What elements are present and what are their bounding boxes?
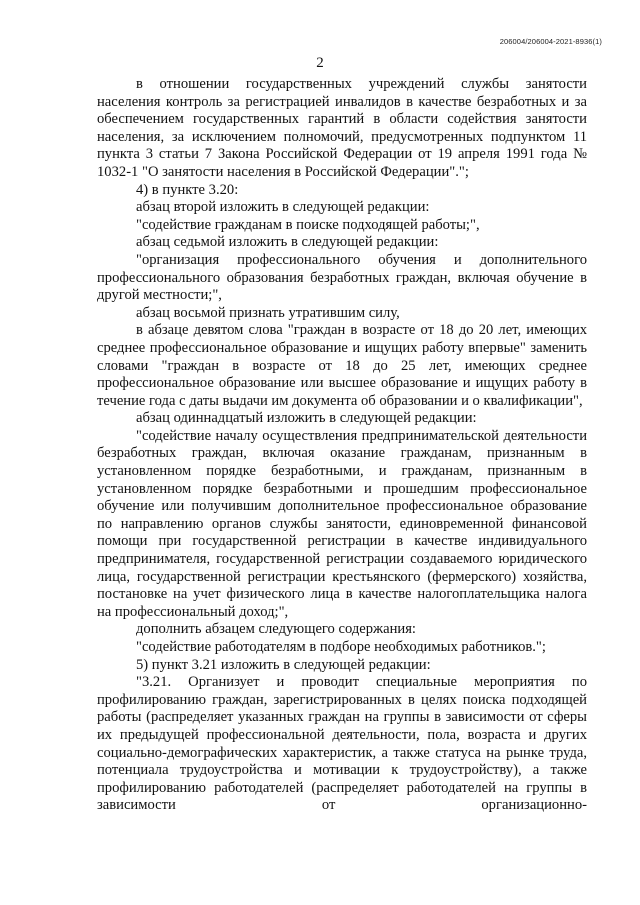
paragraph-14: "3.21. Организует и проводит специальные мероприятия по профилированию граждан, зарегистрированных в целях поиска подходящей работы (распределяет указанных граждан на группы в зависимости от сферы их предыдущей профессиональной деятельности, пола, возраста и других социально-демографических характеристик, а также статуса на рынке труда, потенциала трудоустройства и мотивации к трудоустройству), а также профилированию работодателей (распределяет работодателей на группы в зависимости от организационно- xyxy=(97,674,587,814)
paragraph-5: абзац седьмой изложить в следующей редакции: xyxy=(136,234,439,251)
document-body xyxy=(97,76,587,815)
paragraph-1: в отношении государственных учреждений службы занятости населения контроль за регистрацией инвалидов в качестве безработных и за обеспечением государственных гарантий в области содействия занятости населения, за исключением полномочий, предусмотренных подпунктом 11 пункта 3 статьи 7 Закона Российской Федерации от 19 апреля 1991 года № 1032-1 "О занятости населения в Российской Федерации"."; xyxy=(97,76,587,180)
page-number: 2 xyxy=(316,55,324,71)
paragraph-7: абзац восьмой признать утратившим силу, xyxy=(136,304,400,321)
paragraph-9: абзац одиннадцатый изложить в следующей редакции: xyxy=(136,410,477,427)
paragraph-13: 5) пункт 3.21 изложить в следующей редакции: xyxy=(136,656,431,673)
paragraph-8: в абзаце девятом слова "граждан в возрасте от 18 до 20 лет, имеющих среднее профессиональное образование и ищущих работу впервые" заменить словами "граждан в возрасте от 18 до 25 лет, имеющих среднее профессиональное образование или высшее образование и ищущих работу в течение года с даты выдачи им документа об образовании и о квалификации", xyxy=(97,322,587,409)
paragraph-12: "содействие работодателям в подборе необходимых работников."; xyxy=(136,639,546,655)
paragraph-3: абзац второй изложить в следующей редакции: xyxy=(136,199,430,216)
paragraph-10: "содействие началу осуществления предпринимательской деятельности безработных граждан, включая оказание гражданам, признанным в установленном порядке безработными, и гражданам, признанным в установленном порядке безработными и прошедшим профессиональное обучение или получившим дополнительное профессиональное образование по направлению органов службы занятости, единовременной финансовой помощи при государственной регистрации в качестве индивидуального предпринимателя, государственной регистрации создаваемого юридического лица, государственной регистрации крестьянского (фермерского) хозяйства, постановке на учет физического лица в качестве налогоплательщика налога на профессиональный доход;", xyxy=(97,427,587,620)
paragraph-6: "организация профессионального обучения и дополнительного профессионального образования безработных граждан, включая обучение в другой местности;", xyxy=(97,251,587,304)
paragraph-4: "содействие гражданам в поиске подходящей работы;", xyxy=(136,216,480,233)
paragraph-11: дополнить абзацем следующего содержания: xyxy=(136,621,416,638)
paragraph-2: 4) в пункте 3.20: xyxy=(136,181,239,198)
document-id: 206004/206004-2021-8936(1) xyxy=(499,37,602,46)
